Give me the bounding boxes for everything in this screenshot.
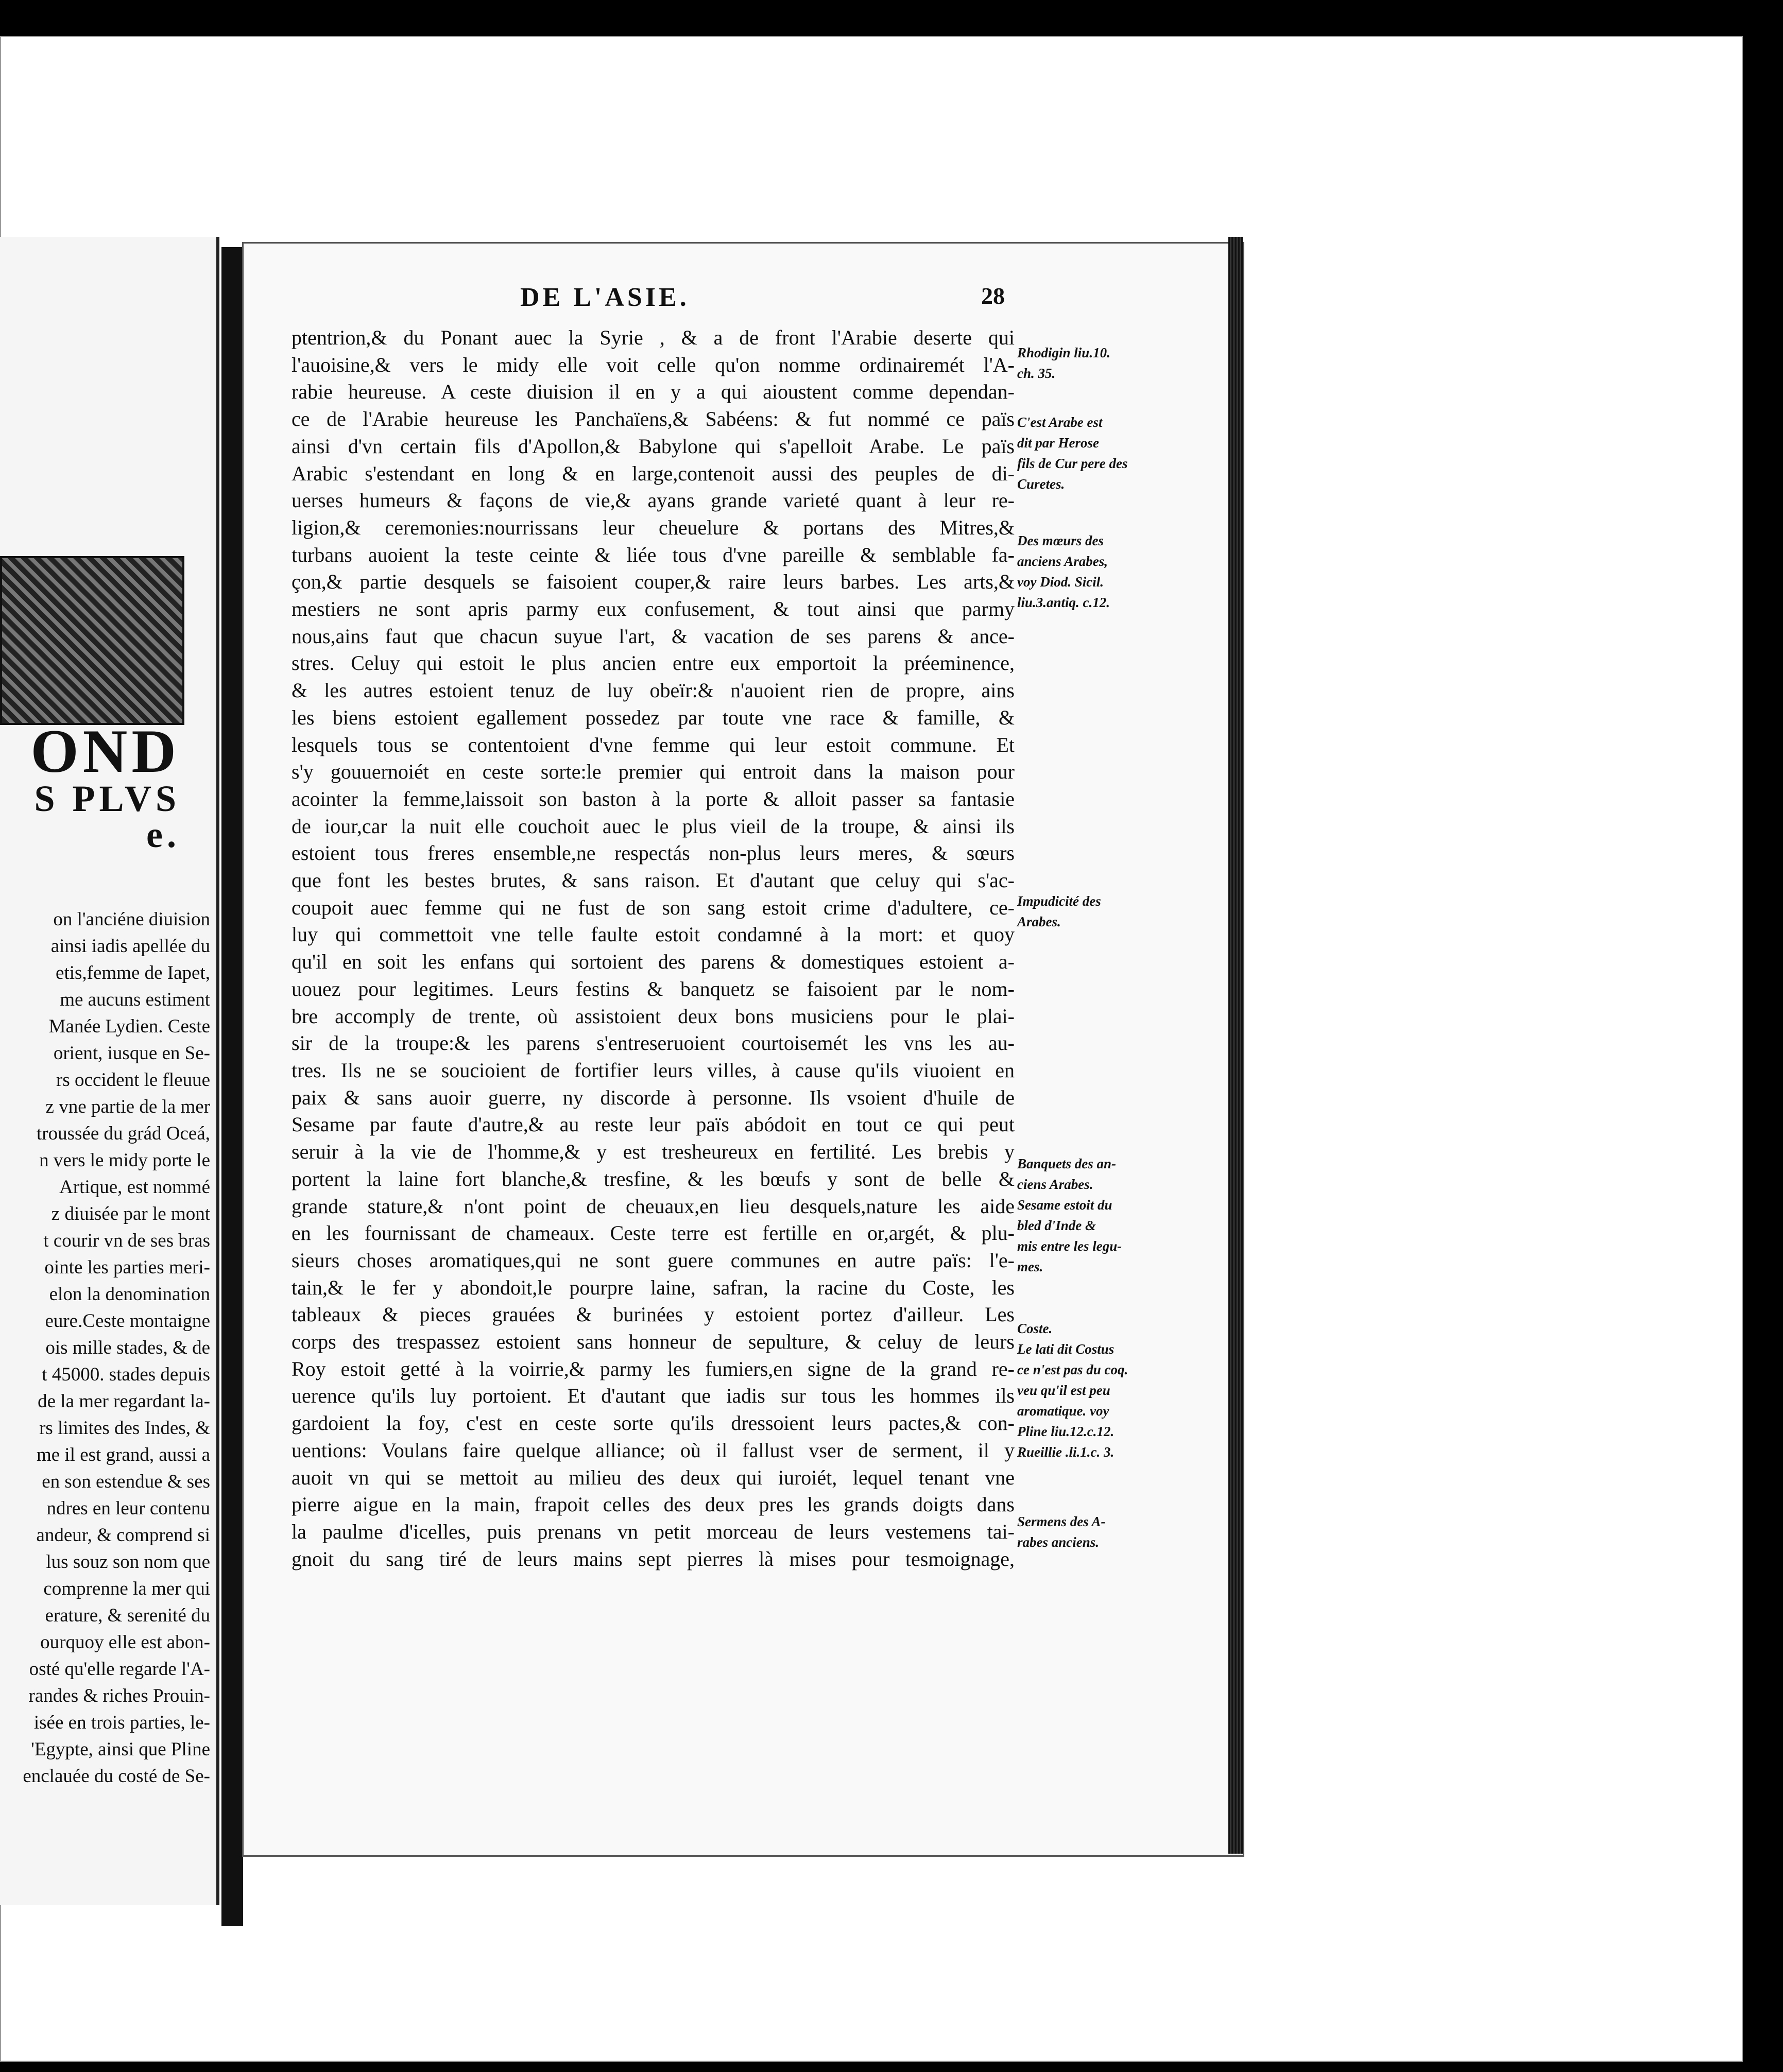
- text-line: luy qui commettoit vne telle faulte estoit condamné à la mort: et quoy: [292, 923, 1015, 946]
- text-line: mestiers ne sont apris parmy eux confusement, & tout ainsi que parmy: [292, 597, 1015, 621]
- text-line: lus souz son nom que: [46, 1551, 210, 1573]
- text-line: ourquoy elle est abon-: [40, 1632, 210, 1653]
- text-line: de iour,car la nuit elle couchoit auec le plus vieil de la troupe, & ainsi ils: [292, 814, 1015, 838]
- marginal-note-line: mis entre les legu-: [1017, 1238, 1122, 1254]
- text-line: qu'il en soit les enfans qui sortoient des parens & domestiques estoient a-: [292, 950, 1015, 974]
- marginal-note-line: Le lati dit Costus: [1017, 1341, 1115, 1357]
- marginal-note-line: Pline liu.12.c.12.: [1017, 1424, 1115, 1439]
- text-line: rs limites des Indes, &: [39, 1418, 210, 1439]
- text-line: l'auoisine,& vers le midy elle voit celle qu'on nomme ordinairemét l'A-: [292, 353, 1015, 376]
- text-line: ptentrion,& du Ponant auec la Syrie , & a de front l'Arabie deserte qui: [292, 326, 1015, 349]
- text-line: enclauée du costé de Se-: [23, 1766, 210, 1787]
- marginal-note: [1017, 530, 1167, 613]
- marginal-note-line: dit par Herose: [1017, 435, 1099, 451]
- text-line: sieurs choses aromatiques,qui ne sont guere communes en autre païs: l'e-: [292, 1248, 1015, 1272]
- text-line: osté qu'elle regarde l'A-: [29, 1659, 210, 1680]
- text-line: Artique, est nommé: [59, 1177, 210, 1198]
- text-line: z vne partie de la mer: [45, 1096, 210, 1117]
- text-line: nous,ains faut que chacun suyue l'art, & vacation de ses parens & ance-: [292, 624, 1015, 648]
- marginal-note-line: voy Diod. Sicil.: [1017, 574, 1104, 590]
- left-page-text: [0, 906, 210, 1790]
- text-line: pierre aigue en la main, frapoit celles des deux pres les grands doigts dans: [292, 1493, 1015, 1516]
- marginal-note-line: Curetes.: [1017, 476, 1065, 492]
- text-line: uerses humeurs & façons de vie,& ayans grande varieté quant à leur re-: [292, 489, 1015, 512]
- page-edge: [1228, 237, 1243, 1854]
- text-line: s'y gouuernoiét en ceste sorte:le premier qui entroit dans la maison pour: [292, 760, 1015, 784]
- text-line: la paulme d'icelles, puis prenans vn petit morceau de leurs vestemens tai-: [292, 1520, 1015, 1543]
- marginal-note-line: Coste.: [1017, 1321, 1053, 1336]
- text-line: ligion,& ceremonies:nourrissans leur cheuelure & portans des Mitres,&: [292, 515, 1015, 539]
- text-line: troussée du grád Oceá,: [37, 1123, 210, 1144]
- text-line: andeur, & comprend si: [36, 1525, 210, 1546]
- text-line: eure.Ceste montaigne: [45, 1310, 210, 1332]
- marginal-note-line: fils de Cur pere des: [1017, 456, 1128, 471]
- marginal-note-line: veu qu'il est peu: [1017, 1383, 1110, 1398]
- marginal-note-line: ciens Arabes.: [1017, 1177, 1093, 1192]
- text-line: uentions: Voulans faire quelque alliance; où il fallust vser de serment, il y: [292, 1438, 1015, 1462]
- text-line: que font les bestes brutes, & sans raison. Et d'autant que celuy qui s'ac-: [292, 869, 1015, 892]
- text-line: Arabic s'estendant en long & en large,contenoit aussi des peuples de di-: [292, 461, 1015, 485]
- text-line: ois mille stades, & de: [45, 1337, 210, 1358]
- text-line: randes & riches Prouin-: [28, 1685, 210, 1706]
- text-line: ce de l'Arabie heureuse les Panchaïens,& Sabéens: & fut nommé ce païs: [292, 407, 1015, 431]
- marginal-note-line: aromatique. voy: [1017, 1403, 1109, 1419]
- text-line: çon,& partie desquels se faisoient couper,& raire leurs barbes. Les arts,&: [292, 570, 1015, 594]
- text-line: grande stature,& n'ont point de cheuaux,en lieu desquels,nature les aide: [292, 1194, 1015, 1218]
- text-line: seruir à la vie de l'homme,& y est tresheureux en fertilité. Les brebis y: [292, 1140, 1015, 1164]
- text-line: les biens estoient egallement possedez par toute vne race & famille, &: [292, 705, 1015, 729]
- marginal-note-line: Banquets des an-: [1017, 1156, 1117, 1171]
- marginal-note: [1017, 1511, 1167, 1552]
- text-line: comprenne la mer qui: [43, 1578, 210, 1599]
- left-page: [0, 237, 219, 1905]
- marginal-note-line: mes.: [1017, 1259, 1043, 1274]
- text-line: elon la denomination: [49, 1284, 210, 1305]
- text-line: ainsi iadis apellée du: [50, 936, 210, 957]
- text-line: portent la laine fort blanche,& tresfine, & les bœufs y sont de belle &: [292, 1167, 1015, 1190]
- text-line: uouez pour legitimes. Leurs festins & banquetz se faisoient par le nom-: [292, 977, 1015, 1000]
- marginal-note-line: liu.3.antiq. c.12.: [1017, 595, 1110, 610]
- text-line: auoit vn qui se mettoit au milieu des deux qui iuroiét, lequel tenant vne: [292, 1465, 1015, 1489]
- text-line: sir de la troupe:& les parens s'entreseruoient courtoisemét les vns les au-: [292, 1031, 1015, 1055]
- text-line: ndres en leur contenu: [46, 1498, 210, 1519]
- text-line: Roy estoit getté à la voirrie,& parmy les fumiers,en signe de la grand re-: [292, 1357, 1015, 1380]
- marginal-note-line: Des mœurs des: [1017, 533, 1104, 548]
- text-line: t courir vn de ses bras: [43, 1230, 210, 1251]
- text-line: uerence qu'ils luy portoient. Et d'autant que iadis sur tous les hommes ils: [292, 1384, 1015, 1408]
- text-line: estoient tous freres ensemble,ne respectás non-plus leurs meres, & sœurs: [292, 841, 1015, 865]
- left-heading-line: e.: [146, 814, 180, 855]
- text-line: lesquels tous se contentoient d'vne femme qui leur estoit commune. Et: [292, 733, 1015, 756]
- text-line: gnoit du sang tiré de leurs mains sept pierres là mises pour tesmoignage,: [292, 1547, 1015, 1570]
- text-line: corps des trespassez estoient sans honneur de sepulture, & celuy de leurs: [292, 1330, 1015, 1354]
- text-line: & les autres estoient tenuz de luy obeïr:& n'auoient rien de propre, ains: [292, 679, 1015, 702]
- page-number: 28: [981, 283, 1005, 309]
- marginal-note: [1017, 1153, 1167, 1277]
- woodcut-ornament: [0, 556, 184, 725]
- text-line: n vers le midy porte le: [39, 1150, 210, 1171]
- text-line: en son estendue & ses: [42, 1471, 210, 1492]
- marginal-note-line: Rueillie .li.1.c. 3.: [1017, 1444, 1115, 1460]
- marginal-note-line: ch. 35.: [1017, 366, 1056, 381]
- text-line: 'Egypte, ainsi que Pline: [31, 1739, 210, 1760]
- text-line: Sesame par faute d'autre,& au reste leur païs abódoit en tout ce qui peut: [292, 1113, 1015, 1136]
- text-line: tres. Ils ne se soucioient de fortifier leurs villes, à cause qu'ils viuoient en: [292, 1058, 1015, 1082]
- marginal-note-line: Rhodigin liu.10.: [1017, 345, 1110, 360]
- marginal-note-line: C'est Arabe est: [1017, 415, 1103, 430]
- text-line: isée en trois parties, le-: [33, 1712, 210, 1733]
- text-line: erature, & serenité du: [45, 1605, 210, 1626]
- text-line: acointer la femme,laissoit son baston à la porte & alloit passer sa fantasie: [292, 787, 1015, 810]
- marginal-note-line: Sesame estoit du: [1017, 1197, 1112, 1213]
- marginal-note-line: Sermens des A-: [1017, 1514, 1106, 1529]
- marginal-note: [1017, 412, 1167, 494]
- text-line: me il est grand, aussi a: [36, 1444, 210, 1465]
- left-heading-line: S PLVS: [34, 778, 180, 819]
- text-line: de la mer regardant la-: [38, 1391, 210, 1412]
- text-line: ointe les parties meri-: [44, 1257, 210, 1278]
- text-line: en les fournissant de chameaux. Ceste terre est fertille en or,argét, & plu-: [292, 1221, 1015, 1245]
- text-line: tain,& le fer y abondoit,le pourpre laine, safran, la racine du Coste, les: [292, 1275, 1015, 1299]
- text-line: etis,femme de Iapet,: [56, 962, 210, 983]
- marginal-note-line: Arabes.: [1017, 914, 1061, 929]
- text-line: z diuisée par le mont: [51, 1203, 210, 1224]
- marginal-note: [1017, 342, 1167, 384]
- text-line: rabie heureuse. A ceste diuision il en y a qui aioustent comme dependan-: [292, 380, 1015, 404]
- text-line: turbans auoient la teste ceinte & liée tous d'vne pareille & semblable fa-: [292, 543, 1015, 566]
- text-line: tableaux & pieces grauées & burinées y estoient portez d'ailleur. Les: [292, 1303, 1015, 1326]
- left-heading-line: OND: [30, 717, 180, 785]
- marginal-note-line: rabes anciens.: [1017, 1534, 1100, 1550]
- text-line: rs occident le fleuue: [56, 1069, 210, 1091]
- text-line: gardoient la foy, c'est en ceste sorte qu'ils dressoient leurs pactes,& con-: [292, 1411, 1015, 1435]
- text-line: paix & sans auoir guerre, ny discorde à personne. Ils vsoient d'huile de: [292, 1085, 1015, 1109]
- marginal-note-line: Impudicité des: [1017, 893, 1101, 909]
- text-line: on l'anciéne diuision: [53, 909, 210, 930]
- running-head: DE L'ASIE.: [520, 283, 690, 312]
- marginal-note: [1017, 891, 1167, 932]
- marginal-note-line: anciens Arabes,: [1017, 554, 1108, 569]
- text-line: Manée Lydien. Ceste: [48, 1016, 210, 1037]
- text-line: t 45000. stades depuis: [42, 1364, 210, 1385]
- text-line: orient, iusque en Se-: [53, 1043, 210, 1064]
- text-line: coupoit auec femme qui ne fust de son sang estoit crime d'adultere, ce-: [292, 895, 1015, 919]
- text-line: me aucuns estiment: [60, 989, 210, 1010]
- text-line: ainsi d'vn certain fils d'Apollon,& Babylone qui s'apelloit Arabe. Le païs: [292, 434, 1015, 458]
- body-text: [292, 324, 1015, 1573]
- marginal-note: [1017, 1318, 1167, 1462]
- marginal-note-line: bled d'Inde &: [1017, 1218, 1096, 1233]
- book-gutter: [221, 247, 243, 1926]
- marginal-note-line: ce n'est pas du coq.: [1017, 1362, 1128, 1377]
- text-line: stres. Celuy qui estoit le plus ancien entre eux emportoit la préeminence,: [292, 651, 1015, 675]
- text-line: bre accomply de trente, où assistoient deux bons musiciens pour le plai-: [292, 1004, 1015, 1028]
